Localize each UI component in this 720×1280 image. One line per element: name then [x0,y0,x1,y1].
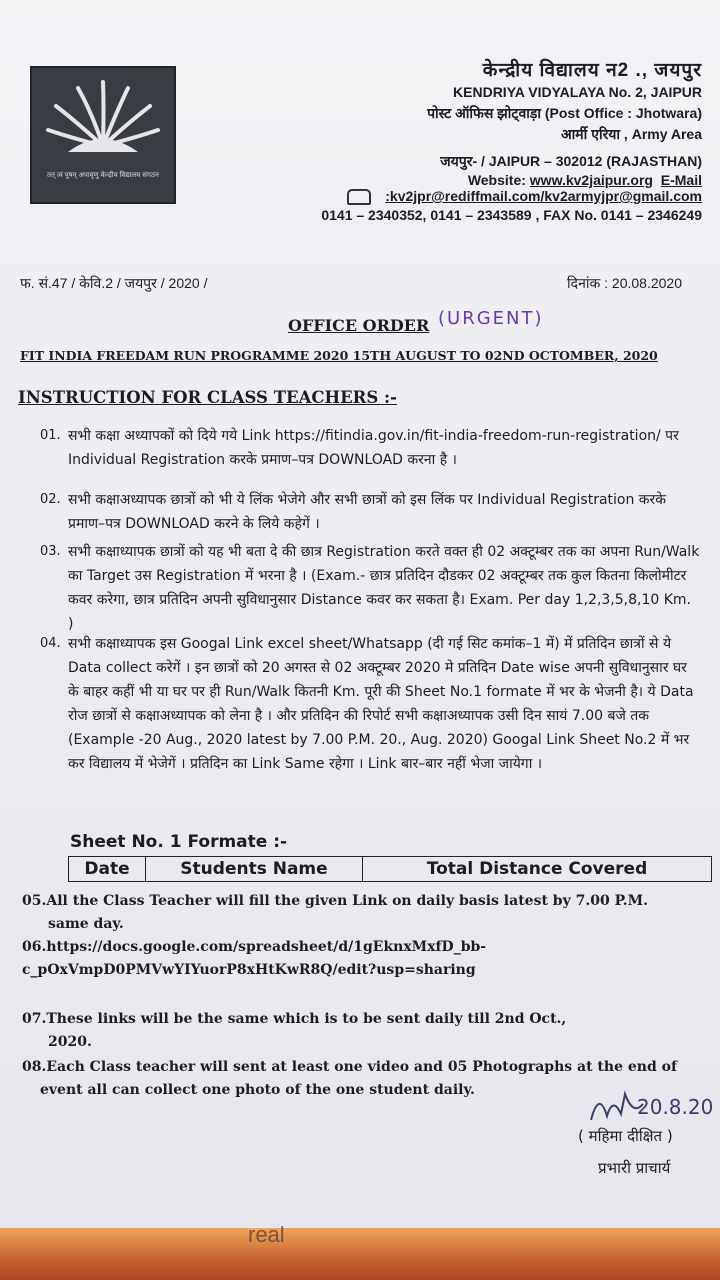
spreadsheet-link-continued[interactable]: c_pOxVmpD0PMVwYIYuorP8xHtKwR8Q/edit?usp=sharing [22,962,476,978]
item-number: 08. [22,1059,47,1075]
item-text-continued: 2020. [48,1034,92,1050]
instruction-item-4 [40,632,700,776]
english-item-6 [22,936,702,982]
city: जयपुर- / JAIPUR – 302012 (RAJASTHAN) [440,153,702,169]
instruction-heading: INSTRUCTION FOR CLASS TEACHERS :- [18,388,397,407]
item-text: Each Class teacher will sent at least one video and 05 Photographs at the end of [46,1059,677,1075]
signature-scribble [585,1086,715,1126]
subtitle: FIT INDIA FREEDAM RUN PROGRAMME 2020 15TH AUGUST TO 02ND OCTOMBER, 2020 [20,348,658,363]
background-text: real [248,1222,285,1247]
website-line [282,172,702,188]
item-number: 03. [40,544,61,559]
page-title: OFFICE ORDER [288,316,430,335]
sheet-label: Sheet No. 1 Formate :- [70,832,288,852]
english-item-5 [22,890,702,936]
phone-numbers: 0141 – 2340352, 0141 – 2343589 , FAX No. 0141 – 2346249 [321,207,702,224]
item-text: सभी कक्षा अध्यापकों को दिये गये Link https://fitindia.gov.in/fit-india-freedom-run-registration/ पर Individual Registration करके प्रमाण–पत्र DOWNLOAD करना है । [68,428,679,468]
item-text: All the Class Teacher will fill the given Link on daily basis latest by 7.00 P.M. [46,893,649,909]
table-header-row [69,857,712,882]
item-number: 06. [22,939,47,955]
website-link[interactable]: www.kv2jaipur.org [529,172,653,188]
school-name-hindi: केन्द्रीय विद्यालय न2 ., जयपुर [482,60,702,81]
instruction-item-3 [40,540,700,636]
item-text-continued: event all can collect one photo of the one student daily. [40,1082,475,1098]
date-block [567,274,682,293]
signatory-title: प्रभारी प्राचार्य [598,1159,671,1177]
post-office: पोस्ट ऑफिस झोट्वाड़ा (Post Office : Jhotwara) [427,105,702,121]
sheet-format-table [68,856,712,882]
school-name: KENDRIYA VIDYALAYA No. 2, JAIPUR [453,84,702,100]
logo-caption: तत् त्वं पूषन् अपावृणु केन्द्रीय विद्यालय संगठन [47,172,159,179]
item-number: 07. [22,1011,47,1027]
date-label: दिनांक : [567,275,609,291]
spreadsheet-link[interactable]: https://docs.google.com/spreadsheet/d/1gEknxMxfD_bb- [46,939,487,955]
signatory-name: ( महिमा दीक्षित ) [578,1127,673,1145]
item-text-continued: same day. [48,916,124,932]
item-text: सभी कक्षाअध्यापक छात्रों को भी ये लिंक भेजेगे और सभी छात्रों को इस लिंक पर Individual Registration करके प्रमाण–पत्र DOWNLOAD करने के लिये कहेगें । [68,492,667,532]
background-surface [0,1222,720,1280]
instruction-item-2 [40,488,700,536]
column-students-name: Students Name [146,857,363,882]
sun-rays-icon [32,68,174,168]
date-value: 20.08.2020 [611,275,682,291]
english-item-7 [22,1008,702,1054]
area: आर्मी एरिया , Army Area [561,126,702,142]
column-total-distance: Total Distance Covered [363,857,712,882]
letterhead [282,56,702,226]
email-line [282,188,702,205]
item-text: सभी कक्षाध्यापक इस Googal Link excel sheet/Whatsapp (दी गई सिट कमांक–1 में) में प्रतिदिन छात्रों से ये Data collect करेगें । इन छात्रों को 20 अगस्त से 02 अक्टूम्बर 2020 मे प्रतिदिन Date wise अपनी सुविधानुसार घर के बाहर कहीं भी या घर पर ही Run/Walk कितनी Km. पूरी की Sheet No.1 formate में भर के भेजनी है। ये Data रोज छात्रों से कक्षाअध्यापक को लेना है । और प्रतिदिन की रिपोर्ट सभी कक्षाअध्यापक उसी दिन सायं 7.00 बजे तक (Example -20 Aug., 2020 latest by 7.00 P.M. 20., Aug. 2020) Googal Link Sheet No.2 में भर कर विद्यालय में भेजेगें । प्रतिदिन का Link Same रहेगा । Link बार–बार नहीं भेजा जायेगा । [68,636,694,772]
reference-number: फ. सं.47 / केवि.2 / जयपुर / 2020 / [20,275,208,291]
email-address[interactable]: :kv2jpr@rediffmail.com/kv2armyjpr@gmail.com [385,188,702,204]
urgent-handwritten: (URGENT) [438,308,544,329]
kvs-logo [30,66,176,204]
item-number: 05. [22,893,47,909]
item-number: 01. [40,428,61,443]
item-text: सभी कक्षाध्यापक छात्रों को यह भी बता दे की छात्र Registration करते वक्त ही 02 अक्टूम्बर तक का अपना Run/Walk का Target उस Registration में भरना है । (Exam.- छात्र प्रतिदिन दौडकर 02 अक्टूम्बर तक कुल कितना किलोमीटर कवर करेगा, छात्र प्रतिदिन अपनी सुविधानुसार Distance कवर कर सकता है। Exam. Per day 1,2,3,5,8,10 Km. ) [68,544,700,632]
email-label: E-Mail [660,172,702,188]
item-text: These links will be the same which is to be sent daily till 2nd Oct., [46,1011,567,1027]
item-number: 04. [40,636,61,651]
column-date: Date [69,857,146,882]
telephone-icon [347,189,371,205]
signature-date: 20.8.20 [637,1095,714,1119]
instruction-item-1 [40,424,700,472]
website-label: Website: [467,172,530,188]
item-number: 02. [40,492,61,507]
